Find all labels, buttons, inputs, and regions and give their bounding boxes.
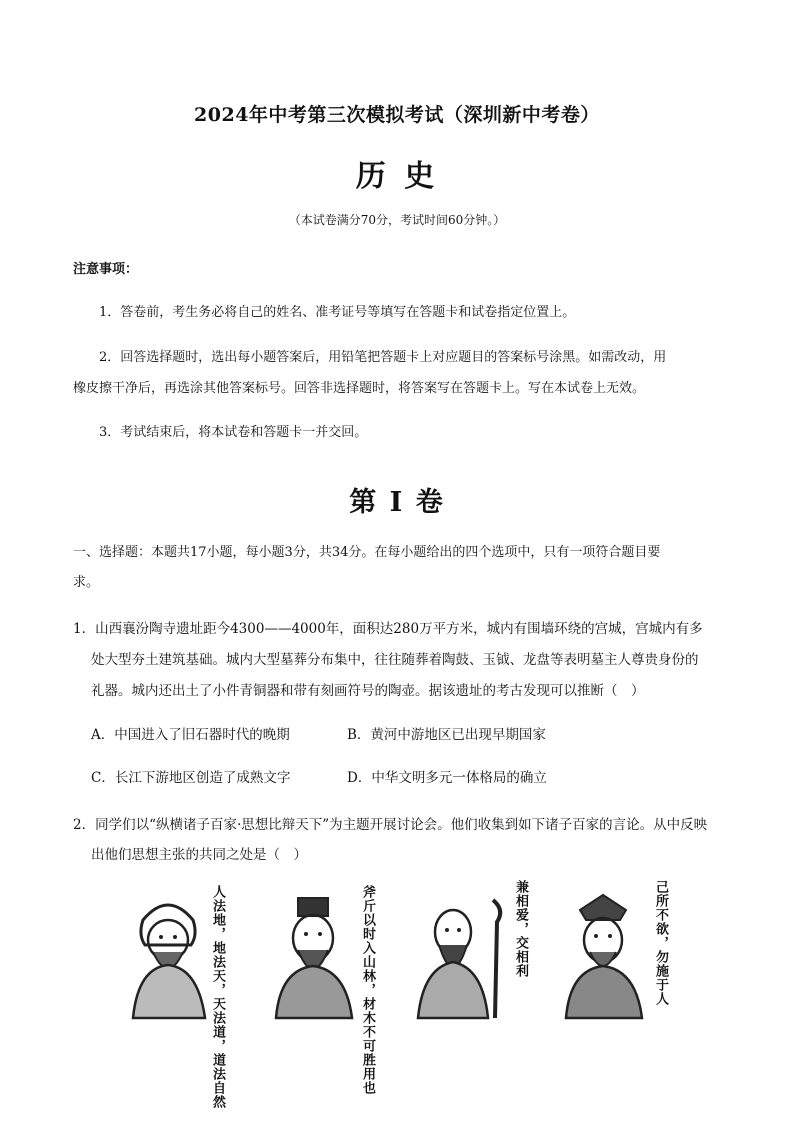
notice-item-1: 1．答卷前，考生务必将自己的姓名、准考证号等填写在答题卡和试卷指定位置上。 bbox=[99, 305, 576, 320]
philosopher-portrait-icon bbox=[268, 890, 358, 1020]
section-instructions-line2: 求。 bbox=[73, 575, 100, 590]
philosopher-portrait-icon bbox=[413, 890, 508, 1020]
philosopher-quote-1: 人法地，地法天，天法道，道法自然 bbox=[210, 885, 225, 1109]
q2-stem-line1: 2．同学们以“纵横诸子百家·思想比辩天下”为主题开展讨论会。他们收集到如下诸子百家的言论。从中反映 bbox=[73, 817, 708, 833]
q1-option-b[interactable]: B．黄河中游地区已出现早期国家 bbox=[347, 727, 546, 743]
philosopher-portrait-icon bbox=[123, 890, 213, 1020]
q1-stem-line2: 处大型夯土建筑基础。城内大型墓葬分布集中，往往随葬着陶鼓、玉钺、龙盘等表明墓主人尊贵身份的 bbox=[91, 652, 699, 668]
section-instructions-line1: 一、选择题：本题共17小题，每小题3分，共34分。在每小题给出的四个选项中，只有一项符合题目要 bbox=[73, 545, 661, 560]
exam-note: （本试卷满分70分，考试时间60分钟。） bbox=[288, 213, 506, 227]
q1-option-a[interactable]: A．中国进入了旧石器时代的晚期 bbox=[91, 727, 290, 743]
philosopher-quote-3: 兼相爱，交相利 bbox=[513, 880, 528, 978]
q1-option-d[interactable]: D．中华文明多元一体格局的确立 bbox=[347, 770, 547, 786]
philosopher-portrait-icon bbox=[558, 890, 648, 1020]
notice-item-3: 3．考试结束后，将本试卷和答题卡一并交回。 bbox=[99, 425, 368, 440]
q1-stem-line3: 礼器。城内还出土了小件青铜器和带有刻画符号的陶壶。据该遗址的考古发现可以推断（ ） bbox=[91, 683, 645, 699]
philosopher-figure-2 bbox=[268, 880, 398, 1095]
philosopher-figure-3 bbox=[413, 880, 543, 1025]
q2-stem-line2: 出他们思想主张的共同之处是（ ） bbox=[91, 847, 307, 863]
q1-stem-line1: 1．山西襄汾陶寺遗址距今4300——4000年，面积达280万平方米，城内有围墙环绕的宫城，宫城内有多 bbox=[73, 621, 703, 637]
part-title: 第 I 卷 bbox=[349, 487, 445, 518]
philosopher-quote-2: 斧斤以时入山林，材木不可胜用也 bbox=[360, 885, 375, 1095]
notice-heading: 注意事项： bbox=[73, 262, 139, 277]
philosopher-figure-4 bbox=[558, 880, 678, 1025]
philosophers-illustration bbox=[118, 880, 678, 1109]
notice-item-2-line1: 2．回答选择题时，选出每小题答案后，用铅笔把答题卡上对应题目的答案标号涂黑。如需改动，用 bbox=[99, 350, 667, 365]
notice-item-2-line2: 橡皮擦干净后，再选涂其他答案标号。回答非选择题时，将答案写在答题卡上。写在本试卷上无效。 bbox=[73, 381, 646, 396]
exam-title: 2024年中考第三次模拟考试（深圳新中考卷） bbox=[194, 104, 600, 126]
subject-title: 历 史 bbox=[355, 159, 439, 194]
q1-option-c[interactable]: C．长江下游地区创造了成熟文字 bbox=[91, 770, 291, 786]
philosopher-figure-1 bbox=[118, 880, 248, 1109]
philosopher-quote-4: 己所不欲，勿施于人 bbox=[653, 880, 668, 1006]
